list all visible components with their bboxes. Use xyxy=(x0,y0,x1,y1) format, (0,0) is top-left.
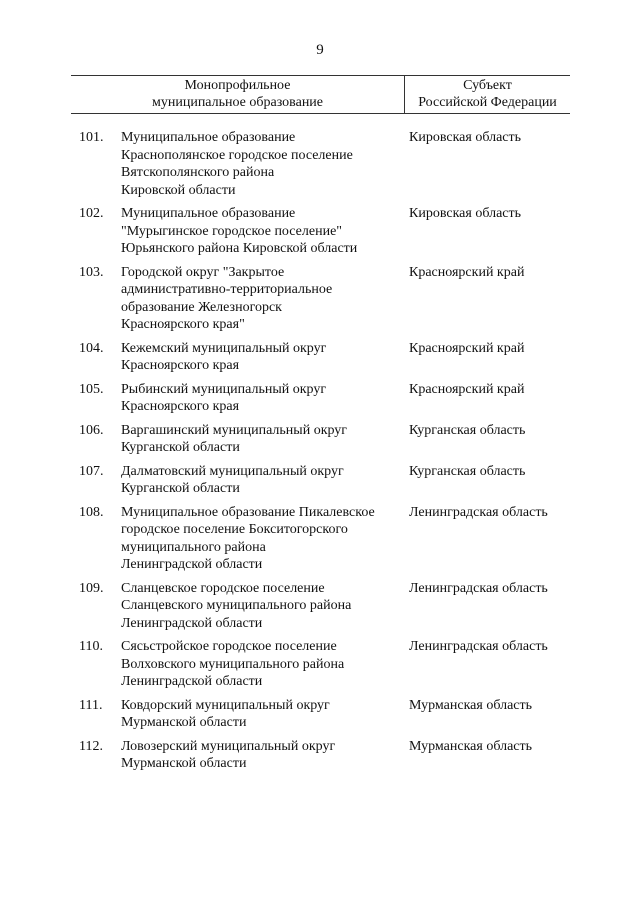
federal-subject: Курганская область xyxy=(409,422,526,438)
municipality-name-line: Варгашинский муниципальный округ xyxy=(121,422,348,438)
municipality-name xyxy=(121,129,405,199)
municipality-name-line: Кировской области xyxy=(121,182,236,198)
municipality-name-line: Волховского муниципального района xyxy=(121,656,345,672)
municipality-name xyxy=(121,422,405,457)
municipality-name-line: административно-территориальное xyxy=(121,282,333,297)
municipality-name-line: городское поселение Бокситогорского xyxy=(121,522,348,537)
municipality-name-line: Кежемский муниципальный округ xyxy=(121,340,327,356)
municipality-name xyxy=(121,463,405,498)
federal-subject: Мурманская область xyxy=(409,697,533,713)
column-header-municipality-line: Монопрофильное xyxy=(184,78,291,93)
column-header-subject-line: Субъект xyxy=(463,78,512,93)
row-number: 102. xyxy=(79,206,104,221)
federal-subject: Ленинградская область xyxy=(409,504,548,520)
municipality-name-line: Вятскополянского района xyxy=(121,165,275,180)
federal-subject: Ленинградская область xyxy=(409,639,548,654)
municipality-name-line: Красноярского края xyxy=(121,399,240,414)
municipality-name xyxy=(121,580,405,633)
row-number: 108. xyxy=(79,504,104,520)
municipality-name-line: Муниципальное образование Пикалевское xyxy=(121,504,375,520)
table-row xyxy=(0,340,640,375)
table-row xyxy=(0,463,640,498)
federal-subject: Красноярский край xyxy=(409,381,525,397)
table-row xyxy=(0,638,640,691)
column-header-municipality xyxy=(71,77,404,111)
table-row xyxy=(0,129,640,199)
table-row xyxy=(0,504,640,574)
table-row xyxy=(0,580,640,633)
municipality-name-line: Муниципальное образование xyxy=(121,130,296,145)
municipality-name-line: Краснополянское городское поселение xyxy=(121,147,353,163)
table-body xyxy=(0,129,640,779)
table-row xyxy=(0,264,640,334)
municipality-name-line: Рыбинский муниципальный округ xyxy=(121,381,327,397)
municipality-name xyxy=(121,738,405,773)
row-number: 112. xyxy=(79,738,103,754)
table-header xyxy=(71,75,570,114)
federal-subject: Ленинградская область xyxy=(409,580,548,596)
municipality-name-line: Ленинградской области xyxy=(121,557,263,572)
row-number: 110. xyxy=(79,639,103,654)
municipality-name-line: Муниципальное образование xyxy=(121,206,296,221)
row-number: 109. xyxy=(79,580,104,596)
municipality-name xyxy=(121,264,405,334)
municipality-name-line: Ковдорский муниципальный округ xyxy=(121,697,330,713)
municipality-name-line: Мурманской области xyxy=(121,715,247,730)
municipality-name xyxy=(121,638,405,691)
municipality-name-line: Сланцевского муниципального района xyxy=(121,598,352,613)
row-number: 111. xyxy=(79,697,103,713)
municipality-name-line: Юрьянского района Кировской области xyxy=(121,241,358,256)
municipality-name-line: Ленинградской области xyxy=(121,674,263,689)
municipality-name-line: Ловозерский муниципальный округ xyxy=(121,738,336,754)
federal-subject: Мурманская область xyxy=(409,738,533,754)
table-row xyxy=(0,738,640,773)
row-number: 104. xyxy=(79,340,104,356)
row-number: 105. xyxy=(79,381,104,397)
federal-subject: Курганская область xyxy=(409,463,526,479)
municipality-name-line: образование Железногорск xyxy=(121,299,282,315)
municipality-name-line: Городской округ "Закрытое xyxy=(121,264,285,280)
column-header-municipality-line: муниципальное образование xyxy=(151,95,324,110)
federal-subject: Кировская область xyxy=(409,206,522,221)
table-row xyxy=(0,697,640,732)
municipality-name xyxy=(121,697,405,732)
column-header-subject-line: Российской Федерации xyxy=(418,95,557,110)
table-row xyxy=(0,381,640,416)
municipality-name-line: Ленинградской области xyxy=(121,615,263,631)
federal-subject: Кировская область xyxy=(409,130,522,145)
municipality-name-line: муниципального района xyxy=(121,539,266,555)
federal-subject: Красноярский край xyxy=(409,340,525,356)
municipality-name-line: Красноярского края xyxy=(121,358,240,373)
municipality-name xyxy=(121,340,405,375)
page-number: 9 xyxy=(316,42,324,58)
table-row xyxy=(0,422,640,457)
municipality-name xyxy=(121,381,405,416)
municipality-name xyxy=(121,205,405,258)
row-number: 107. xyxy=(79,463,104,479)
municipality-name-line: Сланцевское городское поселение xyxy=(121,580,325,596)
row-number: 101. xyxy=(79,130,104,145)
municipality-name-line: Курганской области xyxy=(121,440,240,455)
table-row xyxy=(0,205,640,258)
row-number: 103. xyxy=(79,264,104,280)
municipality-name-line: Мурманской области xyxy=(121,756,247,771)
municipality-name xyxy=(121,504,405,574)
municipality-name-line: Красноярского края" xyxy=(121,317,245,332)
municipality-name-line: Сясьстройское городское поселение xyxy=(121,639,337,654)
federal-subject: Красноярский край xyxy=(409,264,525,280)
municipality-name-line: "Мурыгинское городское поселение" xyxy=(121,223,342,239)
municipality-name-line: Курганской области xyxy=(121,481,240,496)
municipality-name-line: Далматовский муниципальный округ xyxy=(121,463,344,479)
row-number: 106. xyxy=(79,422,104,438)
column-header-subject xyxy=(405,77,570,111)
